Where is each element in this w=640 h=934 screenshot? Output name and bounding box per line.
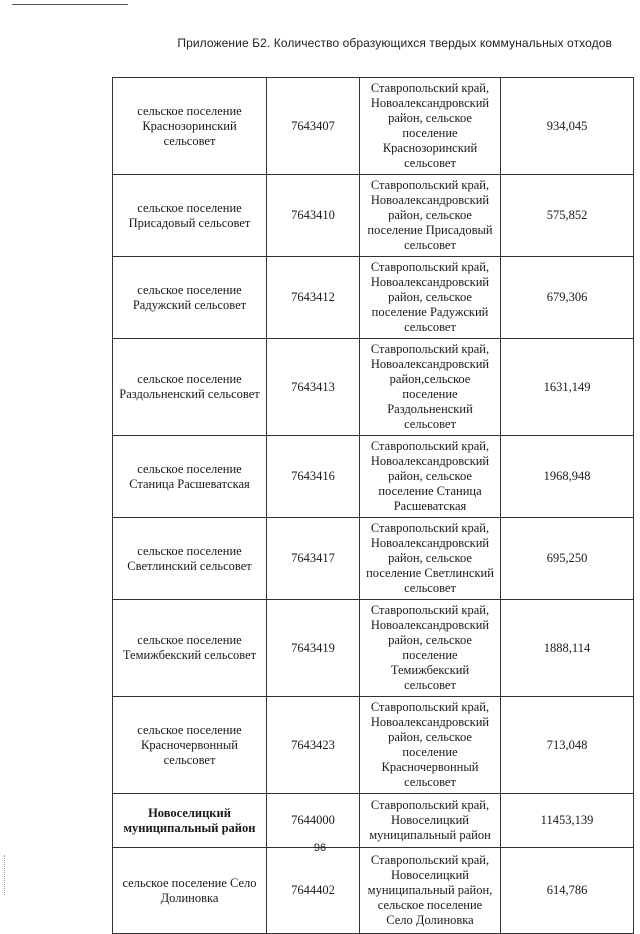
table-row bbox=[113, 600, 634, 697]
top-rule bbox=[12, 4, 128, 5]
page-header: Приложение Б2. Количество образующихся твердых коммунальных отходов bbox=[177, 36, 612, 50]
cell-address: Ставропольский край, Новоалександровский район, сельское поселение Присадовый сельсовет bbox=[360, 175, 501, 257]
table-row bbox=[113, 78, 634, 175]
table-row bbox=[113, 339, 634, 436]
cell-settlement-name: сельское поселение Темижбекский сельсовет bbox=[113, 600, 267, 697]
table-row bbox=[113, 848, 634, 934]
cell-settlement-name: сельское поселение Станица Расшеватская bbox=[113, 436, 267, 518]
cell-waste-value: 11453,139 bbox=[501, 794, 634, 848]
table-body bbox=[113, 78, 634, 934]
cell-waste-value: 614,786 bbox=[501, 848, 634, 934]
table-row bbox=[113, 257, 634, 339]
cell-address: Ставропольский край, Новоалександровский район, сельское поселение Станица Расшеватская bbox=[360, 436, 501, 518]
cell-settlement-name: сельское поселение Красночервонный сельсовет bbox=[113, 697, 267, 794]
waste-table bbox=[112, 77, 634, 934]
cell-waste-value: 695,250 bbox=[501, 518, 634, 600]
cell-waste-value: 713,048 bbox=[501, 697, 634, 794]
cell-oktmo-code: 7643423 bbox=[267, 697, 360, 794]
table-row bbox=[113, 697, 634, 794]
cell-oktmo-code: 7643413 bbox=[267, 339, 360, 436]
cell-address: Ставропольский край, Новоалександровский район, сельское поселение Красночервонный сельсовет bbox=[360, 697, 501, 794]
cell-district-name: Новоселицкий муниципальный район bbox=[113, 794, 267, 848]
cell-waste-value: 575,852 bbox=[501, 175, 634, 257]
cell-settlement-name: сельское поселение Светлинский сельсовет bbox=[113, 518, 267, 600]
cell-settlement-name: сельское поселение Радужский сельсовет bbox=[113, 257, 267, 339]
cell-oktmo-code: 7643416 bbox=[267, 436, 360, 518]
cell-oktmo-code: 7643419 bbox=[267, 600, 360, 697]
cell-settlement-name: сельское поселение Присадовый сельсовет bbox=[113, 175, 267, 257]
cell-address: Ставропольский край, Новоселицкий муниципальный район, сельское поселение Село Долиновка bbox=[360, 848, 501, 934]
cell-oktmo-code: 7643410 bbox=[267, 175, 360, 257]
cell-waste-value: 934,045 bbox=[501, 78, 634, 175]
cell-waste-value: 679,306 bbox=[501, 257, 634, 339]
table-row bbox=[113, 436, 634, 518]
cell-address: Ставропольский край, Новоалександровский район, сельское поселение Светлинский сельсовет bbox=[360, 518, 501, 600]
cell-oktmo-code: 7643417 bbox=[267, 518, 360, 600]
scan-edge-mark bbox=[4, 855, 5, 895]
cell-oktmo-code: 7644000 bbox=[267, 794, 360, 848]
cell-address: Ставропольский край, Новоалександровский район, сельское поселение Радужский сельсовет bbox=[360, 257, 501, 339]
cell-oktmo-code: 7643412 bbox=[267, 257, 360, 339]
cell-waste-value: 1888,114 bbox=[501, 600, 634, 697]
page-number: 96 bbox=[313, 842, 327, 854]
cell-oktmo-code: 7644402 bbox=[267, 848, 360, 934]
cell-settlement-name: сельское поселение Краснозоринский сельсовет bbox=[113, 78, 267, 175]
cell-address: Ставропольский край, Новоалександровский район, сельское поселение Краснозоринский сельсовет bbox=[360, 78, 501, 175]
table-row bbox=[113, 175, 634, 257]
cell-waste-value: 1631,149 bbox=[501, 339, 634, 436]
cell-settlement-name: сельское поселение Раздольненский сельсовет bbox=[113, 339, 267, 436]
cell-waste-value: 1968,948 bbox=[501, 436, 634, 518]
cell-oktmo-code: 7643407 bbox=[267, 78, 360, 175]
table-row bbox=[113, 518, 634, 600]
cell-address: Ставропольский край, Новоалександровский район,сельское поселение Раздольненский сельсовет bbox=[360, 339, 501, 436]
cell-address: Ставропольский край, Новоалександровский район, сельское поселение Темижбекский сельсовет bbox=[360, 600, 501, 697]
cell-address: Ставропольский край, Новоселицкий муниципальный район bbox=[360, 794, 501, 848]
table-row bbox=[113, 794, 634, 848]
cell-settlement-name: сельское поселение Село Долиновка bbox=[113, 848, 267, 934]
